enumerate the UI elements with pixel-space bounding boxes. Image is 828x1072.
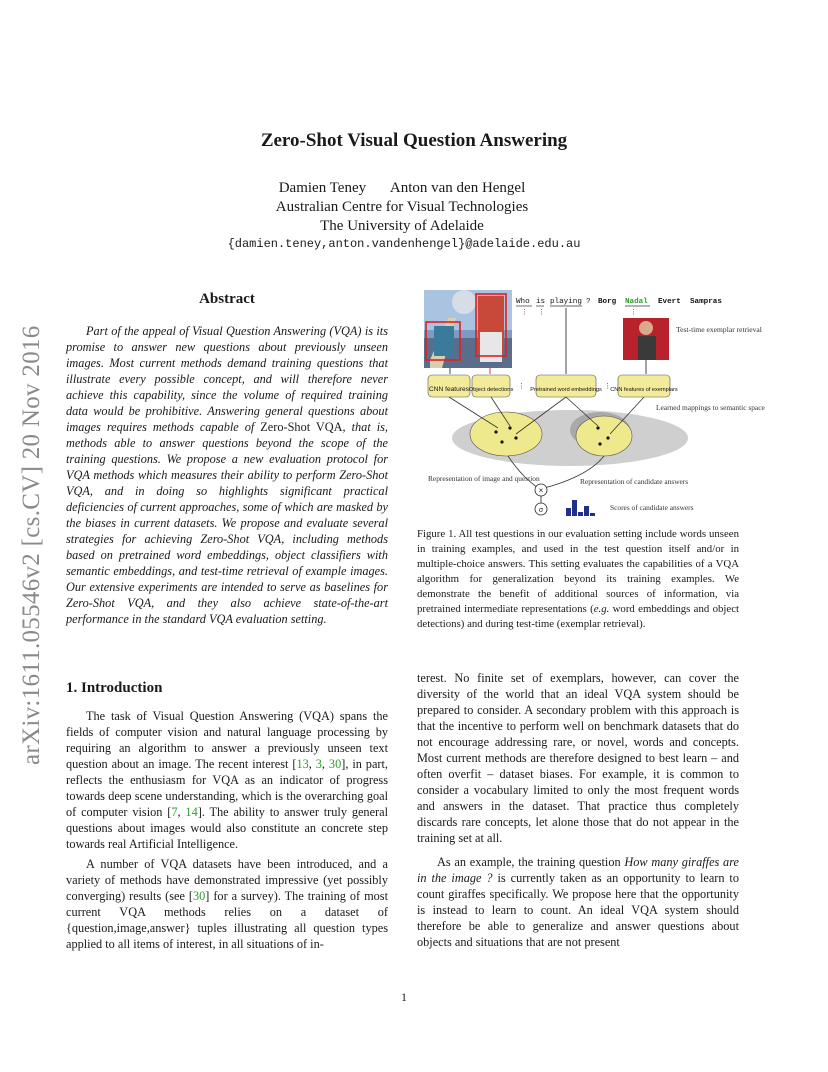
abstract-heading: Abstract bbox=[199, 291, 255, 307]
author-email: {damien.teney,anton.vandenhengel}@adelaide.edu.au bbox=[227, 237, 581, 251]
answer-word: Nadal bbox=[625, 298, 648, 306]
affiliation-line: The University of Adelaide bbox=[320, 218, 484, 234]
question-word: is bbox=[536, 298, 546, 306]
question-word: playing bbox=[550, 298, 582, 306]
figure-diagram bbox=[420, 288, 765, 518]
scores-histogram bbox=[566, 500, 595, 516]
section-heading-introduction: 1. Introduction bbox=[66, 680, 163, 696]
svg-text:σ: σ bbox=[538, 507, 544, 514]
citation-link[interactable]: 7 bbox=[171, 805, 178, 819]
label-scores: Scores of candidate answers bbox=[610, 503, 694, 512]
label-rep-candidates: Representation of candidate answers bbox=[580, 477, 689, 486]
abstract-text: Part of the appeal of Visual Question Answering (VQA) is its promise to answer new questions about previously unseen images. Most current methods demand training questions that illustrate every possible concept, and will therefore never achieve this capability, since the volume of required training data would be prohibitive. Answering general questions about images requires methods capable of Zero-Shot VQA, that is, methods able to answer questions beyond the scope of the training questions. We propose a new evaluation protocol for VQA methods which measures their ability to perform Zero-Shot VQA, and in doing so highlights significant practical deficiencies of current approaches, some of which are masked by the biases in current datasets. We propose and evaluate several strategies for achieving Zero-Shot VQA, including methods based on pretrained word embeddings, object classifiers with semantic embeddings, and test-time retrieval of example images. Our extensive experiments are intended to serve as baselines for Zero-Shot VQA, and they also achieve state-of-the-art performance in the standard VQA evaluation setting. bbox=[66, 324, 388, 626]
box-cnn-exemplars: CNN features of exemplars bbox=[610, 387, 678, 393]
figure-caption: Figure 1. All test questions in our evaluation setting include words unseen in training examples, and used in the test question itself and/or in multiple-choice answers. This setting evaluates the capabilities of a VQA algorithm for generalization beyond its training examples. We demonstrate the benefit of additional sources of information, via pretrained intermediate representations (e.g. word embeddings and object detections) and during test-time (exemplar retrieval). bbox=[417, 528, 739, 630]
box-pretrained-embeddings: Pretrained word embeddings bbox=[530, 387, 602, 393]
svg-text:⋮: ⋮ bbox=[604, 383, 611, 390]
paragraph: As an example, the training question How many giraffes are in the image ? is currently taken as an opportunity to learn to count giraffes specifically. We propose here that the opportunity is instead to learn to count. An ideal VQA system should therefore be able to generalize and answer questions about objects and situations that are not present bbox=[417, 855, 740, 949]
citation-link[interactable]: 14 bbox=[185, 805, 198, 819]
svg-text:⋮: ⋮ bbox=[518, 383, 525, 390]
citation-link[interactable]: 30 bbox=[328, 757, 342, 771]
figure-1 bbox=[420, 288, 765, 518]
label-test-time: Test-time exemplar retrieval bbox=[676, 325, 762, 334]
answer-word: Borg bbox=[598, 298, 617, 306]
author-name: Anton van den Hengel bbox=[389, 180, 526, 196]
box-object-detections: Object detections bbox=[468, 387, 514, 393]
author-name: Damien Teney bbox=[278, 180, 367, 196]
answer-word: Evert bbox=[658, 298, 681, 306]
citation-link[interactable]: 13 bbox=[296, 757, 309, 771]
question-word: ? bbox=[586, 298, 591, 306]
paragraph: A number of VQA datasets have been introduced, and a variety of methods have demonstrated impressive (yet possibly converging) results (see [30] for a survey). The training of most current VQA methods relies on a dataset of {question,image,answer} tuples illustrating all question types applied to all items of interest, in all situations of in- bbox=[66, 857, 388, 951]
label-learned-mappings: Learned mappings to semantic space bbox=[656, 403, 765, 412]
box-cnn-features: CNN features bbox=[429, 386, 469, 393]
svg-text:×: × bbox=[538, 486, 544, 495]
question-word: Who bbox=[516, 298, 530, 306]
arxiv-stamp: arXiv:1611.05546v2 [cs.CV] 20 Nov 2016 bbox=[18, 325, 45, 765]
label-rep-image-question-1: Representation of image and question bbox=[428, 474, 540, 483]
page-number: 1 bbox=[401, 990, 407, 1004]
paragraph: terest. No finite set of exemplars, however, can cover the diversity of the world that an ideal VQA system should be prepared to consider. A secondary problem with this approach is that the incentive to perform well on benchmark datasets that do not encourage addressing rare, or novel, words and concepts. Most current methods are therefore designed to best learn – and often overfit – dataset biases. For example, it is common to consider a vocabulary limited to only the most frequent words and answers in the dataset. That practice thus completely discards rare concepts, let alone those that do not appear in the training set at all. bbox=[417, 671, 739, 845]
citation-link[interactable]: 30 bbox=[193, 889, 206, 903]
svg-text:⋮: ⋮ bbox=[538, 309, 545, 316]
affiliation-line: Australian Centre for Visual Technologies bbox=[275, 199, 529, 215]
svg-text:⋮: ⋮ bbox=[521, 309, 528, 316]
citation-link[interactable]: 3 bbox=[315, 757, 322, 771]
left-column-body bbox=[66, 708, 388, 952]
answer-word: Sampras bbox=[690, 298, 722, 306]
svg-text:⋮: ⋮ bbox=[630, 309, 637, 316]
paragraph: The task of Visual Question Answering (VQA) spans the fields of computer vision and natural language processing by requiring an algorithm to answer a previously unseen text question about an image. The recent interest [13, 3, 30], in part, reflects the enthusiasm for VQA as an indicator of progress towards deep scene understanding, which is the overarching goal of computer vision [7, 14]. The ability to answer truly general questions about images would also constitute an concrete step towards real Artificial Intelligence. bbox=[66, 709, 389, 851]
exemplar-image bbox=[623, 318, 669, 360]
paper-title: Zero-Shot Visual Question Answering bbox=[260, 130, 568, 151]
right-column-body bbox=[417, 670, 739, 950]
input-image bbox=[424, 290, 512, 368]
author-block bbox=[0, 179, 804, 236]
